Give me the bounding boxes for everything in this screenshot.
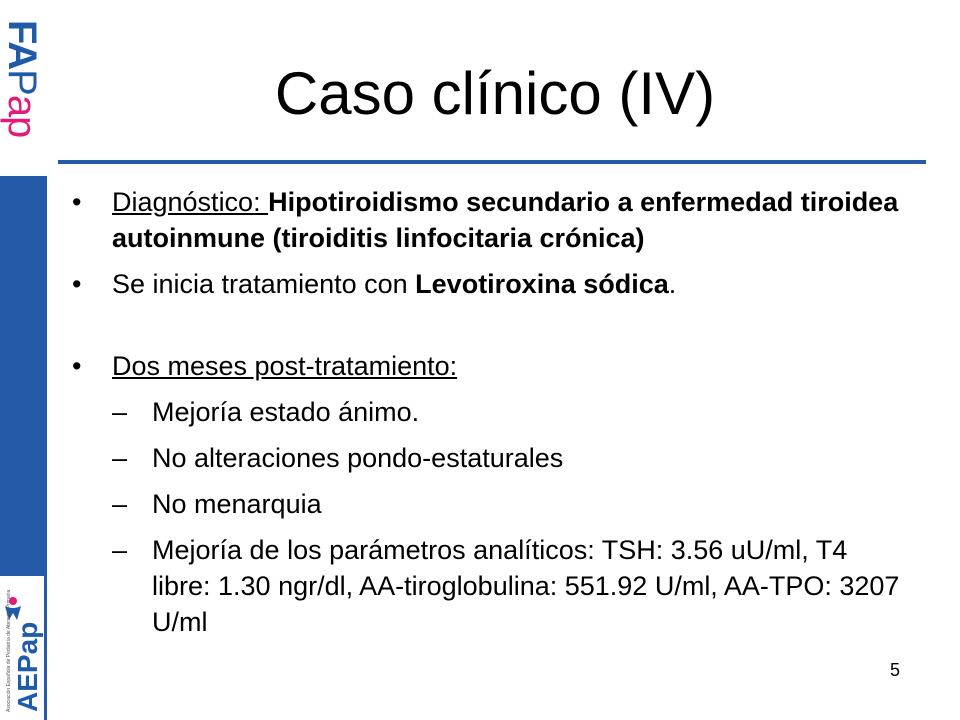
fapap-logo-fa: FA [0, 20, 44, 70]
followup-item-text: No menarquia [152, 489, 322, 519]
followup-item-menarche [72, 486, 912, 522]
diagnosis-label: Diagnóstico: [112, 187, 269, 217]
followup-item-text: Mejoría estado ánimo. [152, 397, 420, 427]
followup-item-text: Mejoría de los parámetros analíticos: TSH: 3.56 uU/ml, T4 libre: 1.30 ngr/dl, AA-tiroglobulina: 551.92 U/ml, AA-TPO: 3207 U/ml [152, 535, 900, 637]
followup-label: Dos meses post-tratamiento: [112, 351, 458, 381]
followup-item-labs [72, 532, 912, 640]
page-number: 5 [890, 660, 901, 680]
bullet-icon: • [72, 187, 82, 217]
fapap-logo-ap: ap [0, 94, 44, 138]
followup-item-text: No alteraciones pondo-estaturales [152, 443, 564, 473]
treatment-drug: Levotiroxina sódica [415, 269, 669, 299]
aepap-logo-text: AEPap [12, 621, 43, 712]
bullet-treatment [72, 266, 912, 302]
aepap-tagline: Asociación Española de Pediatría de Atención Primaria [6, 589, 12, 712]
bullet-diagnosis [72, 184, 912, 256]
bullet-icon: • [72, 351, 82, 381]
slide-body [72, 184, 912, 640]
bullet-icon: • [72, 269, 82, 299]
dash-icon: – [112, 535, 128, 565]
followup-item-mood [72, 394, 912, 430]
fapap-logo-p: P [0, 69, 44, 95]
dash-icon: – [112, 443, 128, 473]
bullet-followup [72, 348, 912, 384]
fapap-logo-text [2, 20, 42, 137]
followup-item-growth [72, 440, 912, 476]
fapap-logo [0, 0, 52, 176]
sidebar-band [0, 176, 47, 576]
dash-icon: – [112, 397, 128, 427]
treatment-prefix: Se inicia tratamiento con [112, 269, 416, 299]
title-divider [58, 160, 926, 164]
slide-title: Caso clínico (IV) [274, 60, 716, 127]
diagnosis-text: Hipotiroidismo secundario a enfermedad tiroidea autoinmune (tiroiditis linfocitaria crónica) [112, 187, 899, 253]
treatment-suffix: . [668, 269, 677, 299]
dash-icon: – [112, 489, 128, 519]
